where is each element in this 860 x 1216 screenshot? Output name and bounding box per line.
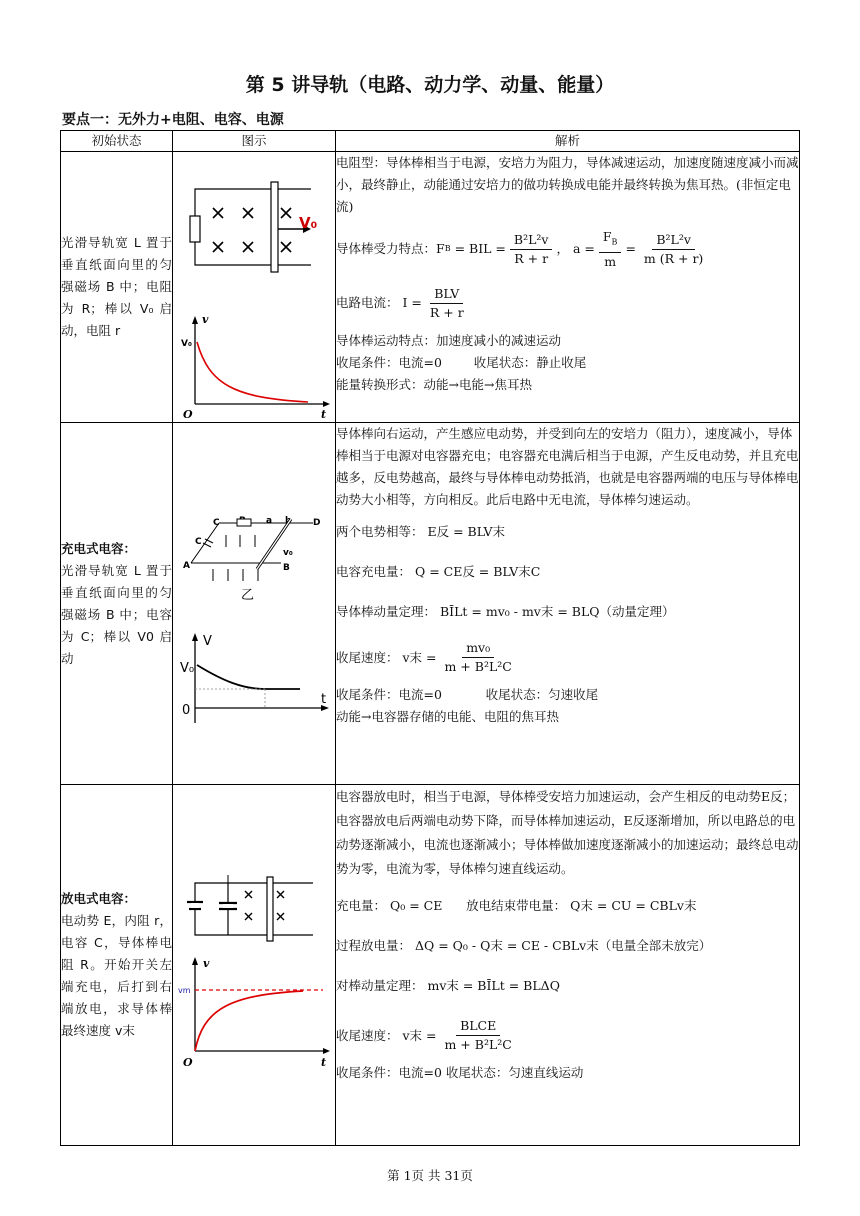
row3-axis-t: t	[321, 1056, 327, 1069]
row1-origin: O	[183, 408, 193, 421]
row1-motion: 导体棒运动特点：加速度减小的减速运动	[336, 332, 562, 348]
page-footer: 第 1页 共 31页	[387, 1168, 473, 1183]
svg-text:C: C	[195, 537, 202, 547]
svg-text:C: C	[213, 518, 220, 528]
row1-axis-v: v	[202, 313, 209, 326]
row3-process: 过程放电量： ΔQ = Q₀ - Q末 = CE - CBLv末（电量全部未放完）	[336, 938, 712, 953]
row2-end: 收尾条件：电流=0 收尾状态：匀速收尾	[336, 687, 599, 702]
row3-vm: vm	[178, 986, 191, 995]
row3-p1: 电容器放电时，相当于电源，导体棒受安培力加速运动，会产生相反的电动势E反；电容器放电后两端电动势下降，而导体棒加速运动，E反逐渐增加，所以电路总的电动势逐渐减小，电流也逐渐减小；导体棒做加速度逐渐减小的加速运动；最终总电动势为零，电流为零，导体棒匀速直线运动。	[336, 789, 799, 876]
row3-state-text: 电动势 E，内阻 r，电容 C，导体棒电阻 R。开始开关左端充电，后打到右端放电，求导体棒最终速度 v末	[61, 913, 172, 1038]
svg-text:t: t	[321, 692, 327, 707]
svg-text:a: a	[266, 516, 273, 526]
row3-charge: 充电量： Q₀ = CE 放电结束带电量： Q末 = CU = CBLv末	[336, 898, 697, 913]
row2-final-velocity: 收尾速度： v末 = $\frac{\text{mv₀}}{\text{m + B²L²C}}$	[336, 640, 512, 674]
row2-state	[61, 423, 173, 785]
row1-p1: 电阻型：导体棒相当于电源，安培力为阻力，导体减速运动，加速度随速度减小而减小，最终静止，动能通过安培力的做功转换成电能并最终转换为焦耳热。(非恒定电流)	[336, 155, 799, 214]
row1-force-equation: 导体棒受力特点： F B = BIL = $\frac{\text{B²L²v}}{R + r}$ ， a = $\frac{F_B}{m}$ = $\frac{\text{B²L²v}}{m (R + r)}$	[336, 229, 704, 269]
row2-circuit-figure	[173, 423, 336, 783]
svg-text:D: D	[313, 518, 321, 528]
row3-final-velocity: 收尾速度： v末 = $\frac{\text{BLCE}}{\text{m + B²L²C}}$	[336, 1018, 512, 1052]
row1-diagram	[173, 152, 336, 423]
row1-v0-label: V₀	[299, 214, 318, 232]
row1-v0-axis: V₀	[181, 339, 192, 349]
row3-state	[61, 785, 173, 1146]
table-header-row	[61, 131, 800, 152]
row1-state-text: 光滑导轨宽 L 置于垂直纸面向里的匀强磁场 B 中；电阻为 R；棒以 V₀ 启动，电阻 r	[61, 235, 172, 338]
svg-text:V: V	[203, 634, 212, 649]
row3-diagram	[173, 785, 336, 1146]
table-row	[61, 785, 800, 1146]
row1-energy: 能量转换形式：动能→电能→焦耳热	[336, 376, 532, 392]
row1-axis-t: t	[321, 408, 327, 421]
row3-origin: O	[183, 1056, 193, 1069]
row3-analysis	[336, 785, 800, 1146]
page-title: 第 5 讲导轨（电路、动力学、动量、能量）	[245, 74, 615, 96]
row3-end: 收尾条件：电流=0 收尾状态：匀速直线运动	[336, 1065, 584, 1080]
header-initial-state: 初始状态	[61, 131, 173, 152]
row2-momentum: 导体棒动量定理： BĪLt = mv₀ - mv末 = BLQ（动量定理）	[336, 604, 675, 619]
row3-circuit-figure	[173, 785, 336, 1145]
row2-diagram	[173, 423, 336, 785]
row2-energy: 动能→电容器存储的电能、电阻的焦耳热	[336, 709, 559, 724]
row3-state-title: 放电式电容：	[61, 891, 137, 906]
svg-text:v₀: v₀	[283, 548, 293, 558]
header-analysis: 解析	[336, 131, 800, 152]
row2-analysis	[336, 423, 800, 785]
row2-p1: 导体棒向右运动，产生感应电动势，并受到向左的安培力（阻力），速度减小，导体棒相当于电源对电容器充电；电容器充电满后相当于电源，产生反电动势，并且充电越多，反电势越高，最终与导体棒电动势抵消，也就是电容器两端的电压与导体棒电动势大小相等，方向相反。此后电路中无电流，导体棒匀速运动。	[336, 426, 799, 507]
svg-text:0: 0	[182, 703, 191, 718]
row2-state-text: 光滑导轨宽 L 置于垂直纸面向里的匀强磁场 B 中；电容为 C；棒以 V0 启动	[61, 562, 172, 666]
svg-text:V₀: V₀	[180, 661, 195, 676]
row2-charge: 电容充电量： Q = CE反 = BLV末C	[336, 564, 541, 579]
header-diagram: 图示	[173, 131, 336, 152]
row1-current-equation: 电路电流： I = $\frac{\text{BLV}}{R + r}$	[336, 285, 464, 320]
section-heading: 要点一：无外力+电阻、电容、电源	[62, 112, 284, 128]
row1-end: 收尾条件：电流=0 收尾状态：静止收尾	[336, 354, 587, 370]
row2-caption: 乙	[241, 588, 255, 603]
analysis-table	[60, 130, 800, 1146]
row1-analysis	[336, 152, 800, 423]
svg-text:B: B	[283, 563, 290, 573]
table-row	[61, 423, 800, 785]
row3-momentum: 对棒动量定理： mv末 = BĪLt = BLΔQ	[336, 978, 560, 993]
row1-circuit-figure	[173, 152, 336, 422]
row3-axis-v: v	[203, 957, 210, 970]
svg-text:b: b	[285, 516, 292, 526]
table-row	[61, 152, 800, 423]
svg-text:A: A	[183, 561, 190, 571]
row2-state-title: 充电式电容：	[61, 540, 137, 556]
row2-emf: 两个电势相等： E反 = BLV末	[336, 524, 506, 539]
row1-state	[61, 152, 173, 423]
